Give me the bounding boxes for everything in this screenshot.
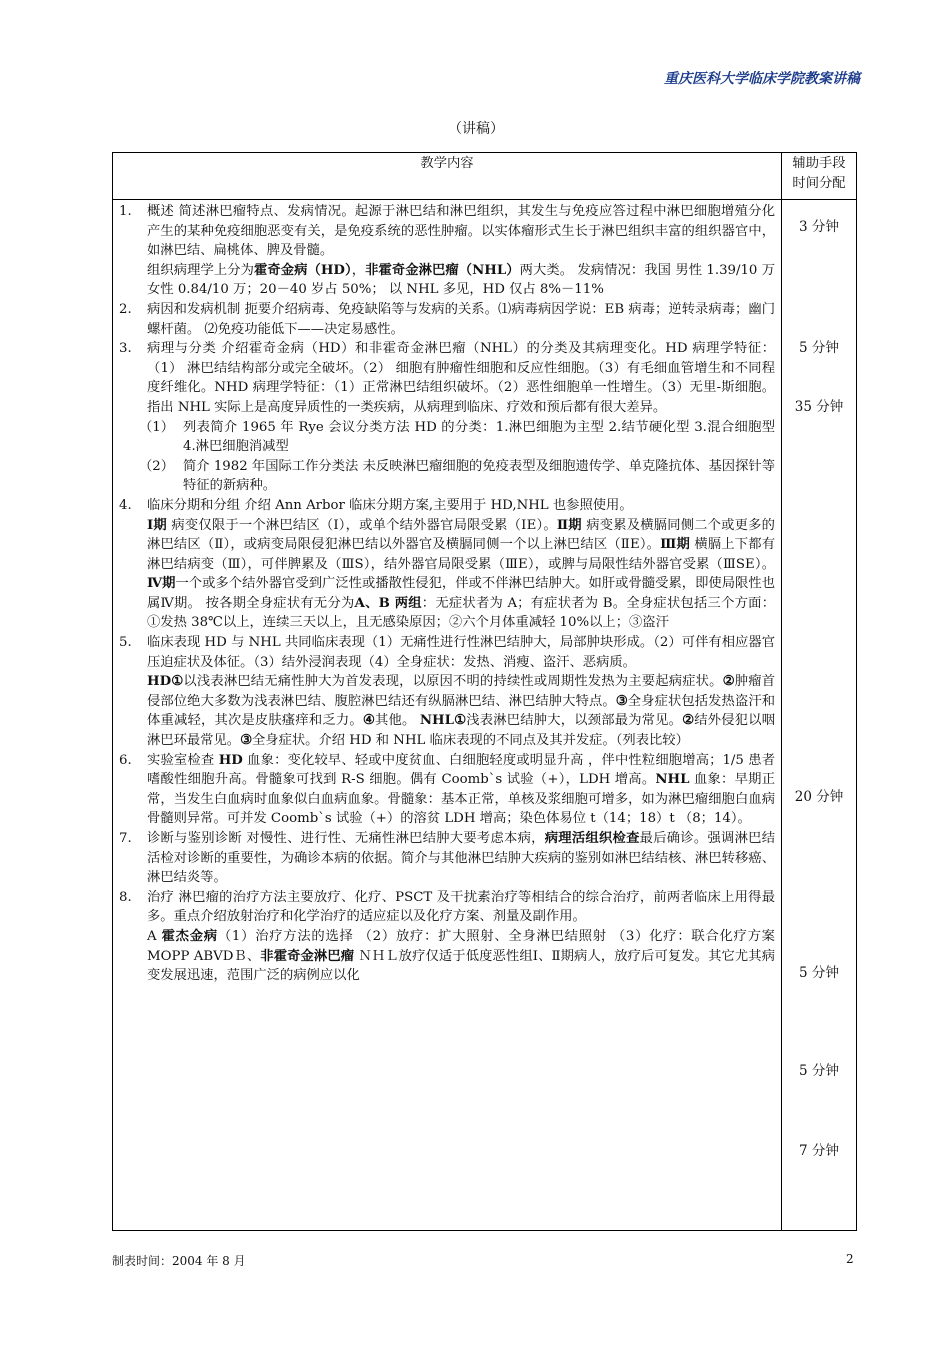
section-number: 7. [119, 831, 132, 846]
section-pathology [119, 339, 775, 417]
bold-term: 非霍奇金淋巴瘤（NHL） [365, 262, 520, 278]
stage-label: Ⅳ期 [147, 576, 176, 592]
document-label: （讲稿） [448, 121, 504, 137]
text-run: 两大类。 发病情况：我国 男性 1.39/10 万 女性 0.84/10 万；20－40 岁占 50%； 以 NHL 多见，HD 仅占 8%－11% [147, 262, 775, 298]
column-header-time [782, 153, 857, 200]
text-run: 实验室检查 [147, 752, 219, 768]
text-run: 病变累及横膈同侧二个或更多的淋巴结区（Ⅱ），或病变局限侵犯淋巴结以外器官及横膈同侧一个以上淋巴结区（ⅡE）。 [147, 517, 775, 553]
sub-item-number: （1） [139, 419, 175, 435]
page-number: 2 [846, 1252, 854, 1266]
header-title: 重庆医科大学临床学院教案讲稿 [664, 71, 860, 87]
text-run: 组织病理学上分为 [147, 262, 254, 278]
bold-term: ③ [615, 693, 628, 709]
text-run: 血象：变化较早、轻或中度贫血、白细胞轻度或明显升高 ，伴中性粒细胞增高；1/5 患者嗜酸性细胞升高。骨髓象可找到 R-S 细胞。偶有 Coomb`s 试验（+），LDH 增高。 [147, 752, 775, 788]
time-clinical: 20 分钟 [794, 789, 844, 805]
time-overview: 3 分钟 [799, 219, 839, 235]
section-clinical [119, 633, 775, 751]
section-text [147, 751, 775, 829]
section-text [147, 927, 775, 986]
section-text: 病理与分类 介绍霍奇金病（HD）和非霍奇金淋巴瘤（NHL）的分类及其病理变化。HD 病理学特征：（1） 淋巴结结构部分或完全破坏。（2） 细胞有肿瘤性细胞和反应性细胞。（3）有毛细血管增生和不同程度纤维化。NHD 病理学特征：（1）正常淋巴结组织破坏。（2）恶性细胞单一性增生。（3）无里-斯细胞。指出 NHL 实际上是高度异质性的一类疾病，从病理到临床、疗效和预后都有很大差异。 [147, 341, 775, 415]
section-staging [119, 496, 775, 633]
column-header-time-line2: 时间分配 [792, 175, 846, 191]
bold-term: NHL [655, 772, 690, 788]
text-run: 其他。 [375, 713, 420, 729]
bold-term: ④ [362, 713, 375, 729]
section-text [147, 496, 775, 633]
text-run: 病变仅限于一个淋巴结区（Ⅰ），或单个结外器官局限受累（ⅠE）。 [166, 517, 557, 533]
text-run: 一个或多个结外器官受到广泛性或播散性侵犯，伴或不伴淋巴结肿大。如肝或骨髓受累，即使局限性也属Ⅳ期。 按各期全身症状有无分为 [147, 576, 776, 611]
stage-label: Ⅲ期 [660, 537, 690, 553]
bold-term: A、B 两组 [354, 595, 422, 611]
sub-item-text: 简介 1982 年国际工作分类法 未反映淋巴瘤细胞的免疫表型及细胞遗传学、单克隆抗体、基因探针等特征的新病种。 [183, 458, 775, 494]
column-header-content: 教学内容 [113, 153, 782, 200]
bold-term: 病理活组织检查 [544, 831, 640, 846]
stage-label: Ⅰ期 [147, 517, 167, 533]
section-diagnosis [119, 829, 775, 888]
text-run: 横膈上下都有淋巴结病变（Ⅲ），可伴脾累及（ⅢS），结外器官局限受累（ⅢE），或脾与局限性结外器官受累（ⅢSE）。 [147, 537, 775, 572]
time-diagnosis: 5 分钟 [799, 1063, 839, 1079]
teaching-content [113, 200, 782, 1231]
text-run: ， [351, 262, 366, 278]
text-run: 以浅表淋巴结无痛性肿大为首发表现，以原因不明的持续性或周期性发热为主要起病症状。 [183, 674, 723, 690]
section-number: 8. [119, 889, 132, 905]
text-run: 结外侵犯以咽淋巴环最常见。 [147, 713, 776, 749]
time-lab-tests: 5 分钟 [799, 965, 839, 981]
text-run: 全身症状包括发热盗汗和体重减轻，其次是皮肤瘙痒和乏力。 [147, 693, 776, 729]
time-treatment: 7 分钟 [799, 1143, 839, 1159]
section-treatment [119, 888, 775, 986]
text-run: 肿瘤首侵部位绝大多数为浅表淋巴结、腹腔淋巴结还有纵膈淋巴结、淋巴结肿大特点。 [147, 674, 776, 709]
text-run: 诊断与鉴别诊断 对慢性、进行性、无痛性淋巴结肿大要考虑本病， [147, 831, 545, 846]
section-overview [119, 202, 775, 300]
text-run: ：无症状者为 A；有症状者为 B。全身症状包括三个方面：①发热 38℃以上，连续三天以上，且无感染原因；②六个月体重减轻 10%以上；③盗汗 [147, 595, 775, 631]
section-number: 6. [119, 752, 132, 768]
section-number: 2. [119, 301, 132, 317]
bold-term: ② [722, 674, 735, 690]
bold-term: HD [218, 752, 243, 768]
sub-item [119, 457, 775, 496]
text-run: （1）治疗方法的选择 （2）放疗：扩大照射、全身淋巴结照射 （3）化疗：联合化疗方案 MOPP ABVDＢ、 [147, 928, 775, 964]
table-header-row [113, 153, 857, 200]
section-text: 治疗 淋巴瘤的治疗方法主要放疗、化疗、PSCT 及干扰素治疗等相结合的综合治疗，前两者临床上用得最多。重点介绍放射治疗和化学治疗的适应症以及化疗方案、剂量及副作用。 [147, 889, 775, 925]
section-lab-tests [119, 751, 775, 829]
section-number: 1. [119, 204, 132, 219]
column-header-time-line1: 辅助手段 [792, 156, 846, 171]
section-text [147, 261, 775, 300]
text-run: A [147, 928, 162, 944]
bold-term: NHL① [419, 713, 467, 729]
section-body [147, 339, 775, 417]
section-number: 4. [119, 497, 132, 513]
section-number: 5. [119, 635, 132, 651]
section-text: 临床表现 HD 与 NHL 共同临床表现（1）无痛性进行性淋巴结肿大，局部肿块形成。（2）可伴有相应器官压迫症状及体征。（3）结外浸润表现（4）全身症状：发热、消瘦、盗汗、恶病质。 [147, 635, 775, 670]
section-number: 3. [119, 341, 132, 357]
sub-item [119, 418, 775, 457]
time-pathology: 35 分钟 [794, 399, 844, 415]
bold-term: 霍杰金病 [161, 928, 218, 944]
sub-item-number: （2） [139, 458, 175, 474]
section-text [147, 672, 775, 750]
footer-date: 制表时间：2004 年 8 月 [112, 1254, 246, 1268]
text-run: 血象：早期正常，当发生白血病时血象似白血病血象。骨髓象：基本正常，单核及浆细胞可增多，如为淋巴瘤细胞白血病骨髓则异常。可并发 Coomb`s 试验（+）的溶贫 LDH 增高；染色体易位 t（14；18）t （8；14）。 [147, 772, 775, 827]
lecture-table [112, 152, 857, 1231]
bold-term: 霍奇金病（HD） [253, 262, 352, 278]
text-run: 浅表淋巴结肿大，以颈部最为常见。 [466, 713, 683, 729]
text-run: 全身症状。介绍 HD 和 NHL 临床表现的不同点及其并发症。（列表比较） [252, 733, 689, 749]
section-body [147, 888, 775, 986]
time-etiology: 5 分钟 [799, 340, 839, 356]
section-etiology [119, 300, 775, 339]
sub-item-text: 列表简介 1965 年 Rye 会议分类方法 HD 的分类：1.淋巴细胞为主型 2.结节硬化型 3.混合细胞型 4.淋巴细胞消减型 [183, 419, 775, 455]
section-body [147, 633, 775, 751]
stage-label: Ⅱ期 [556, 517, 582, 533]
table-body-row [113, 200, 857, 1231]
text-run: 临床分期和分组 介绍 Ann Arbor 临床分期方案,主要用于 HD,NHL 也参照使用。 [147, 497, 633, 513]
section-text: 概述 简述淋巴瘤特点、发病情况。起源于淋巴结和淋巴组织，其发生与免疫应答过程中淋巴细胞增殖分化产生的某种免疫细胞恶变有关，是免疫系统的恶性肿瘤。以实体瘤形式生长于淋巴组织丰富的组织器官中，如淋巴结、扁桃体、脾及骨髓。 [147, 204, 775, 259]
section-text: 病因和发病机制 扼要介绍病毒、免疫缺陷等与发病的关系。⑴病毒病因学说：EB 病毒；逆转录病毒；幽门螺杆菌。 ⑵免疫功能低下——决定易感性。 [147, 301, 775, 337]
bold-term: HD① [147, 674, 184, 690]
bold-term: 非霍奇金淋巴瘤 [260, 948, 355, 964]
bold-term: ② [682, 713, 695, 729]
text-run: 最后确诊。强调淋巴结活检对诊断的重要性，为确诊本病的依据。简介与其他淋巴结肿大疾病的鉴别如淋巴结结核、淋巴转移癌、淋巴结炎等。 [147, 831, 775, 886]
bold-term: ③ [240, 733, 252, 749]
time-allocation [782, 200, 857, 1231]
section-text [147, 829, 775, 888]
text-run: ＮＨＬ放疗仅适于低度恶性组Ⅰ、Ⅱ期病人，放疗后可复发。其它尤其病变发展迅速，范围广泛的病例应以化 [147, 948, 775, 984]
section-body [147, 202, 775, 300]
